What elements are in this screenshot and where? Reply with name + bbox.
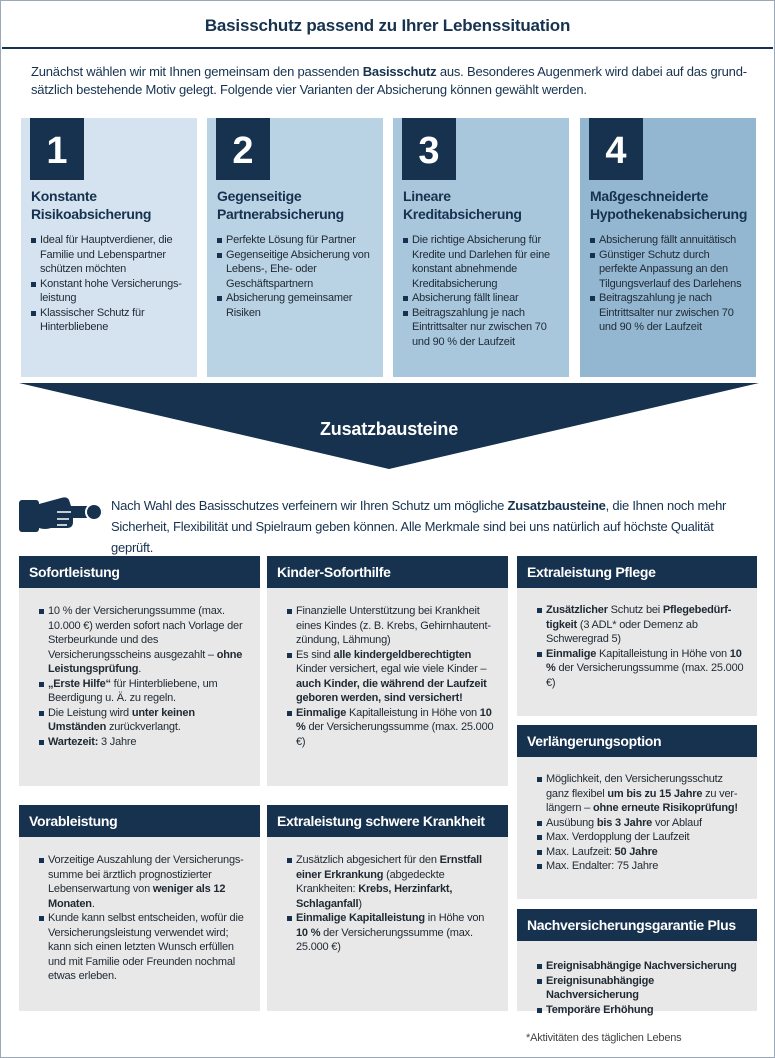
list-item <box>537 603 747 647</box>
list-text-bold: 10 % <box>296 926 321 939</box>
list-text: Kapitalleistung in Höhe von <box>346 706 480 719</box>
box-verlaengerungsoption <box>517 725 757 899</box>
list-item <box>39 735 249 750</box>
list-item <box>537 647 747 691</box>
list-text-bold: Einmalige Kapitalleistung <box>296 912 425 924</box>
list-text-bold: Krebs, Herzinfarkt, Schlaganfall <box>296 883 453 910</box>
list-text: zurückverlangt. <box>106 721 181 733</box>
list-item <box>537 816 747 831</box>
box-sofortleistung <box>19 556 260 786</box>
list-item <box>39 604 249 677</box>
box-extraleistung-schwere-krankheit <box>267 805 508 1011</box>
page-title: Basisschutz passend zu Ihrer Lebenssituation <box>204 16 571 35</box>
box-bullet-list <box>39 604 249 749</box>
list-item <box>39 853 249 911</box>
variant-number: 4 <box>589 118 643 180</box>
list-text: Kinder versichert, egal wie viele Kinder – <box>296 663 487 675</box>
box-bullet-list <box>39 853 249 984</box>
box-bullet-list <box>287 604 497 749</box>
list-item <box>287 648 497 706</box>
list-text-bold: 10 % <box>296 706 492 733</box>
list-text: Vorzeitige Auszahlung der Versicherungs-summe bei ärztlich prognostizierter Lebenserwartung von <box>48 854 244 895</box>
variant-number: 2 <box>216 118 270 180</box>
box-kinder-soforthilfe <box>267 556 508 786</box>
variant-title-line: Konstante <box>31 188 97 204</box>
variant-title-line: Maßgeschneiderte <box>590 188 709 204</box>
list-item: Kunde kann selbst entscheiden, wofür die Versicherungsleistung verwendet wird; kann sich einen letzten Wunsch erfüllen und mit Familie oder Freunden nochmal etwas erleben. <box>39 911 249 984</box>
list-text: der Versicherungssumme (max. 25.000 €) <box>296 721 494 748</box>
variant-title-line: Kreditabsicherung <box>403 206 522 222</box>
intro-text-bold: Basisschutz <box>362 64 437 79</box>
list-item <box>537 959 747 974</box>
variant-title-line: Hypothekenabsicherung <box>590 206 748 222</box>
zusatz-text-bold: Zusatzbausteine <box>507 498 606 513</box>
list-item: Beitragszahlung je nach Eintrittsalter nur zwischen 70 und 90 % der Laufzeit <box>403 306 563 350</box>
variant-title <box>590 187 755 223</box>
box-nachversicherungsgarantie <box>517 909 757 1016</box>
box-title: Sofortleistung <box>19 556 260 588</box>
box-title: Extraleistung Pflege <box>517 556 757 588</box>
list-text: für Hinterbliebene, um Beerdigung u. Ä. zu regeln. <box>48 677 218 704</box>
list-text-bold: Temporäre Erhöhung <box>546 1003 654 1016</box>
variant-card-1 <box>21 118 197 377</box>
list-text: (abgedeckte Krankheiten: <box>296 868 445 895</box>
list-text-bold: Wartezeit: <box>48 735 99 748</box>
box-bullet-list <box>287 853 497 955</box>
intro-text-part: aus. Besonderes Augenmerk wird dabei auf das grund-sätzlich bestehende Motiv gelegt. Folgende vier Varianten der Absicherung können gewählt werden. <box>31 64 747 97</box>
list-text: zu ver-längern – <box>546 787 738 814</box>
variant-number: 3 <box>402 118 456 180</box>
list-item <box>537 772 747 816</box>
list-item: Die richtige Absicherung für Kredite und Darlehen für eine konstant abnehmende Kreditabsicherung <box>403 233 563 291</box>
list-item: Absicherung fällt linear <box>403 291 563 306</box>
list-text: Kapitalleistung in Höhe von <box>596 647 730 660</box>
box-extraleistung-pflege <box>517 556 757 716</box>
list-text-bold: „Erste Hilfe“ <box>48 677 111 690</box>
list-item: Max. Verdopplung der Laufzeit <box>537 830 747 845</box>
list-text-bold: Zusätzlicher <box>546 604 608 616</box>
variant-card-4 <box>580 118 756 377</box>
list-text-bold: 50 Jahre <box>614 845 658 858</box>
variant-card-2 <box>207 118 383 377</box>
list-text: der Versicherungssumme (max. 25.000 €) <box>296 926 473 953</box>
box-title: Extraleistung schwere Krankheit <box>267 805 508 837</box>
list-text: Schutz bei <box>607 604 663 616</box>
list-text-bold: auch Kinder, die während der Laufzeit geboren werden, sind versichert! <box>296 677 487 704</box>
list-text: ) <box>358 897 362 910</box>
list-text-bold: ohne Leistungsprüfung <box>48 648 243 675</box>
list-item: Klassischer Schutz für Hinterbliebene <box>31 306 191 335</box>
list-item: Max. Endalter: 75 Jahre <box>537 859 747 874</box>
list-text: 3 Jahre <box>98 735 137 748</box>
variant-title-line: Gegenseitige <box>217 188 302 204</box>
list-text: 10 % der Versicherungssumme (max. 10.000 €) werden sofort nach Vorlage der Sterbeurkunde und des Versicherungsscheins ausgezahlt – <box>48 605 243 661</box>
list-item <box>39 706 249 735</box>
list-text-bold: Pflegebedürf-tigkeit <box>546 604 732 631</box>
list-text: Möglichkeit, den Versicherungsschutz ganz flexibel <box>546 773 723 800</box>
list-item <box>537 845 747 860</box>
list-item: Gegenseitige Absicherung von Lebens-, Ehe- oder Geschäftspartnern <box>217 248 377 292</box>
list-item <box>537 1003 747 1018</box>
box-bullet-list <box>537 959 747 1017</box>
list-text-bold: bis 3 Jahre <box>596 816 653 829</box>
list-text-bold: weniger als 12 Monaten <box>48 883 226 910</box>
title-bar <box>2 1 773 49</box>
variant-card-3 <box>393 118 569 377</box>
list-text: (3 ADL* oder Demenz ab Schweregrad 5) <box>546 618 698 645</box>
variant-title-line: Partnerabsicherung <box>217 206 344 222</box>
list-text: der Versicherungssumme (max. 25.000 €) <box>546 662 744 689</box>
variant-bullet-list <box>217 233 377 320</box>
box-bullet-list <box>537 603 747 690</box>
list-item: Absicherung fällt annuitätisch <box>590 233 750 248</box>
list-text-bold: alle kindergeldberechtigten <box>333 648 472 661</box>
list-text: . <box>91 897 95 910</box>
list-text-bold: Einmalige <box>546 647 597 660</box>
list-item <box>287 911 497 955</box>
variant-title-line: Risikoabsicherung <box>31 206 152 222</box>
list-text: vor Ablauf <box>652 816 702 829</box>
list-item <box>287 706 497 750</box>
box-title: Nachversicherungsgarantie Plus <box>517 909 757 941</box>
list-text-bold: unter keinen Umständen <box>48 706 195 733</box>
variant-title-line: Lineare <box>403 188 451 204</box>
box-vorableistung <box>19 805 260 1011</box>
list-item <box>537 974 747 1003</box>
list-item: Finanzielle Unterstützung bei Krankheit eines Kindes (z. B. Krebs, Gehirnhautent-zündung, Lähmung) <box>287 604 497 648</box>
variant-title <box>217 187 382 223</box>
list-text: Ausübung <box>546 816 597 829</box>
list-item: Beitragszahlung je nach Eintrittsalter nur zwischen 70 und 90 % der Laufzeit <box>590 291 750 335</box>
list-item: Absicherung gemeinsamer Risiken <box>217 291 377 320</box>
zusatz-text-part: , die Ihnen noch mehr Sicherheit, Flexibilität und Spielraum geben können. Alle Merkmale sind bei uns natürlich auf höchste Qualität geprüft. <box>111 498 727 555</box>
list-text-bold: Ereignisabhängige Nachversicherung <box>546 960 737 972</box>
banner-label: Zusatzbausteine <box>319 419 459 439</box>
variant-title <box>31 187 196 223</box>
list-item <box>287 853 497 911</box>
footnote: *Aktivitäten des täglichen Lebens <box>526 1032 682 1044</box>
list-item: Konstant hohe Versicherungs-leistung <box>31 277 191 306</box>
intro-text-part: Zunächst wählen wir mit Ihnen gemeinsam den passenden <box>31 64 363 79</box>
list-item: Günstiger Schutz durch perfekte Anpassung an den Tilgungsverlauf des Darlehens <box>590 248 750 292</box>
intro-text <box>31 63 747 99</box>
zusatz-text-part: Nach Wahl des Basisschutzes verfeinern wir Ihren Schutz um mögliche <box>111 498 508 513</box>
list-text-bold: Ereignisunabhängige Nachversicherung <box>546 974 655 1001</box>
box-bullet-list <box>537 772 747 874</box>
list-text-bold: ohne erneute Risikoprüfung! <box>592 802 738 814</box>
list-text: . <box>138 663 142 675</box>
zusatz-intro-text <box>111 495 751 558</box>
box-title: Vorableistung <box>19 805 260 837</box>
list-text: Es sind <box>296 648 334 661</box>
list-item <box>39 677 249 706</box>
box-title: Verlängerungsoption <box>517 725 757 757</box>
list-text: Die Leistung wird <box>48 706 132 719</box>
variant-number: 1 <box>30 118 84 180</box>
list-item: Perfekte Lösung für Partner <box>217 233 377 248</box>
list-text: Zusätzlich abgesichert für den <box>296 854 440 866</box>
box-title: Kinder-Soforthilfe <box>267 556 508 588</box>
pointing-hand-icon <box>17 486 107 534</box>
variant-title <box>403 187 568 223</box>
list-text-bold: Einmalige <box>296 706 347 719</box>
list-text: in Höhe von <box>424 912 485 924</box>
variant-bullet-list <box>31 233 191 335</box>
list-text-bold: um bis zu 15 Jahre <box>607 787 703 800</box>
list-text-bold: 10 % <box>546 647 742 674</box>
list-text: Max. Laufzeit: <box>546 845 615 858</box>
variant-bullet-list <box>403 233 563 349</box>
list-text-bold: Ernstfall einer Erkrankung <box>296 854 482 881</box>
variant-bullet-list <box>590 233 750 335</box>
list-item: Ideal für Hauptverdiener, die Familie und Lebenspartner schützen möchten <box>31 233 191 277</box>
